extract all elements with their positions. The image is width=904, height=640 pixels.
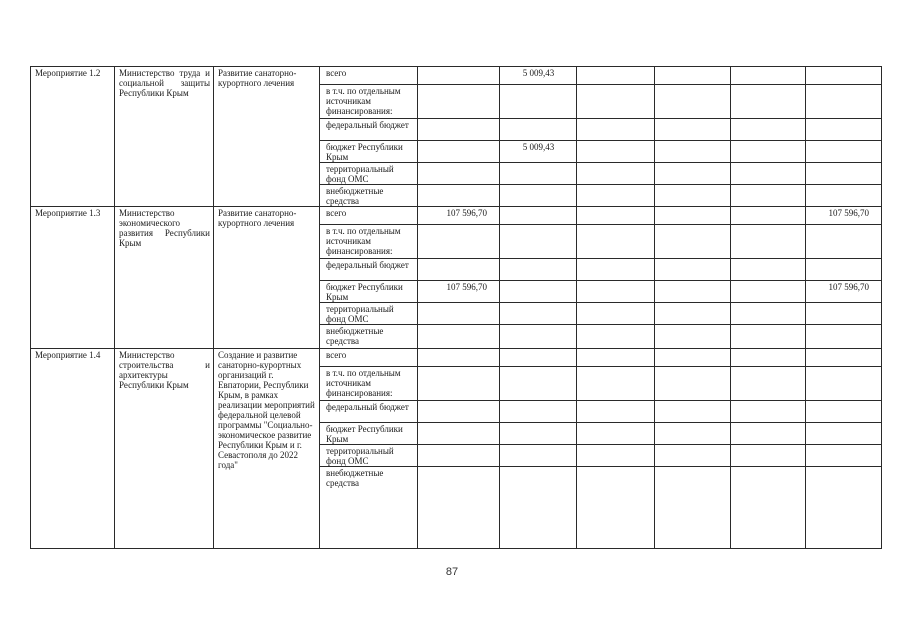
empty-cell [655,467,731,549]
funding-source-cell: в т.ч. по отдельным источникам финансирования: [320,225,418,259]
empty-cell [577,85,655,119]
funding-source-cell: всего [320,207,418,225]
empty-cell [577,185,655,207]
funding-source-cell: бюджет Республики Крым [320,141,418,163]
amount-cell [418,401,500,423]
empty-cell [655,119,731,141]
empty-cell [655,349,731,367]
total-amount-cell [806,467,882,549]
empty-cell [655,259,731,281]
financing-table [30,66,882,549]
measure-name-cell: Создание и развитие санаторно-курортных организаций г. Евпатории, Республики Крым, в рамках реализации мероприятий федеральной целевой программы "Социально-экономическое развитие Республики Крым и г. Севастополя до 2022 года" [214,349,320,549]
amount-cell [418,303,500,325]
funding-source-cell: внебюджетные средства [320,185,418,207]
empty-cell [577,325,655,349]
total-amount-cell [806,225,882,259]
amount-cell [500,349,577,367]
amount-cell: 107 596,70 [418,207,500,225]
empty-cell [655,423,731,445]
empty-cell [655,225,731,259]
empty-cell [731,259,806,281]
amount-cell [418,423,500,445]
empty-cell [577,163,655,185]
amount-cell [418,367,500,401]
empty-cell [731,185,806,207]
amount-cell [418,163,500,185]
funding-source-cell: территориальный фонд ОМС [320,445,418,467]
empty-cell [577,467,655,549]
amount-cell [500,467,577,549]
empty-cell [731,423,806,445]
empty-cell [731,119,806,141]
empty-cell [577,423,655,445]
financing-table-body [31,67,882,549]
total-amount-cell [806,401,882,423]
empty-cell [577,367,655,401]
total-amount-cell [806,185,882,207]
amount-cell [418,67,500,85]
empty-cell [577,141,655,163]
amount-cell [418,85,500,119]
amount-cell [418,467,500,549]
empty-cell [655,85,731,119]
amount-cell [500,225,577,259]
empty-cell [731,163,806,185]
empty-cell [655,325,731,349]
empty-cell [577,445,655,467]
empty-cell [577,119,655,141]
funding-source-cell: территориальный фонд ОМС [320,303,418,325]
page-number: 87 [445,566,459,578]
empty-cell [731,445,806,467]
total-amount-cell [806,259,882,281]
empty-cell [731,401,806,423]
amount-cell [500,423,577,445]
empty-cell [577,401,655,423]
funding-source-cell: в т.ч. по отдельным источникам финансирования: [320,367,418,401]
total-amount-cell [806,303,882,325]
amount-cell [500,303,577,325]
amount-cell [500,163,577,185]
total-amount-cell [806,119,882,141]
total-amount-cell [806,445,882,467]
amount-cell [500,119,577,141]
measure-name-cell: Развитие санаторно-курортного лечения [214,207,320,349]
amount-cell [418,349,500,367]
table-row [31,67,882,85]
amount-cell [500,445,577,467]
total-amount-cell [806,423,882,445]
empty-cell [577,303,655,325]
amount-cell: 5 009,43 [500,141,577,163]
amount-cell [418,141,500,163]
amount-cell [418,445,500,467]
total-amount-cell [806,349,882,367]
amount-cell [500,207,577,225]
table-row [31,349,882,367]
amount-cell: 107 596,70 [418,281,500,303]
empty-cell [731,367,806,401]
empty-cell [655,281,731,303]
amount-cell [418,325,500,349]
event-cell: Мероприятие 1.3 [31,207,115,349]
funding-source-cell: территориальный фонд ОМС [320,163,418,185]
empty-cell [655,185,731,207]
empty-cell [655,303,731,325]
empty-cell [731,281,806,303]
amount-cell [418,225,500,259]
funding-source-cell: всего [320,67,418,85]
empty-cell [731,225,806,259]
amount-cell [500,325,577,349]
funding-source-cell: внебюджетные средства [320,325,418,349]
empty-cell [731,303,806,325]
total-amount-cell [806,141,882,163]
executor-cell: Министерство экономического развития Республики Крым [115,207,214,349]
executor-cell: Министерство труда и социальной защиты Республики Крым [115,67,214,207]
amount-cell [500,367,577,401]
amount-cell [500,185,577,207]
empty-cell [655,207,731,225]
empty-cell [577,349,655,367]
empty-cell [655,367,731,401]
empty-cell [731,85,806,119]
empty-cell [655,67,731,85]
empty-cell [655,445,731,467]
amount-cell [500,259,577,281]
table-row [31,207,882,225]
event-cell: Мероприятие 1.2 [31,67,115,207]
total-amount-cell [806,85,882,119]
amount-cell [418,185,500,207]
empty-cell [731,207,806,225]
total-amount-cell [806,325,882,349]
empty-cell [577,225,655,259]
amount-cell: 5 009,43 [500,67,577,85]
empty-cell [731,67,806,85]
empty-cell [731,467,806,549]
funding-source-cell: внебюджетные средства [320,467,418,549]
total-amount-cell [806,67,882,85]
empty-cell [655,141,731,163]
empty-cell [577,259,655,281]
amount-cell [500,281,577,303]
empty-cell [731,141,806,163]
empty-cell [577,207,655,225]
funding-source-cell: всего [320,349,418,367]
total-amount-cell [806,367,882,401]
empty-cell [577,281,655,303]
amount-cell [500,85,577,119]
empty-cell [731,325,806,349]
total-amount-cell: 107 596,70 [806,207,882,225]
empty-cell [655,401,731,423]
measure-name-cell: Развитие санаторно-курортного лечения [214,67,320,207]
funding-source-cell: бюджет Республики Крым [320,281,418,303]
empty-cell [655,163,731,185]
empty-cell [731,349,806,367]
empty-cell [577,67,655,85]
funding-source-cell: бюджет Республики Крым [320,423,418,445]
event-cell: Мероприятие 1.4 [31,349,115,549]
funding-source-cell: федеральный бюджет [320,401,418,423]
amount-cell [418,259,500,281]
executor-cell: Министерство строительства и архитектуры Республики Крым [115,349,214,549]
amount-cell [418,119,500,141]
total-amount-cell [806,163,882,185]
funding-source-cell: федеральный бюджет [320,119,418,141]
funding-source-cell: в т.ч. по отдельным источникам финансирования: [320,85,418,119]
amount-cell [500,401,577,423]
funding-source-cell: федеральный бюджет [320,259,418,281]
total-amount-cell: 107 596,70 [806,281,882,303]
